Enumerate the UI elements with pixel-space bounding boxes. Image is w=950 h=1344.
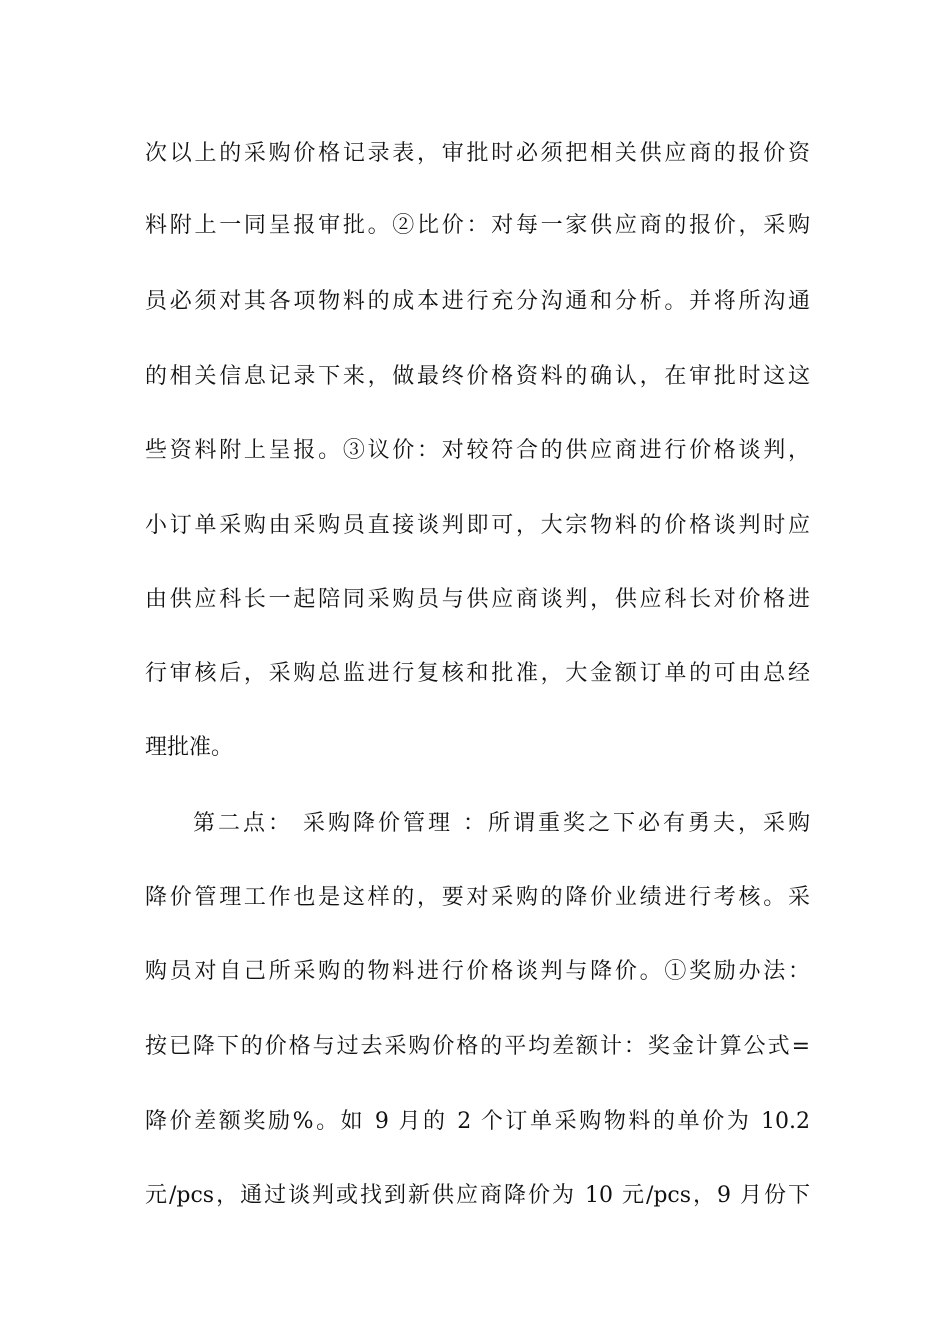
text-line: 元/pcs，通过谈判或找到新供应商降价为 10 元/pcs，9 月份下 [145, 1183, 810, 1208]
text-line: 购员对自己所采购的物料进行价格谈判与降价。①奖励办法： [145, 959, 810, 984]
text-line: 按已降下的价格与过去采购价格的平均差额计：奖金计算公式= [145, 1034, 810, 1059]
text-line: 理批准。 [145, 735, 234, 760]
text-line: 次以上的采购价格记录表，审批时必须把相关供应商的报价资 [145, 141, 810, 166]
text-line: 员必须对其各项物料的成本进行充分沟通和分析。并将所沟通 [145, 289, 810, 314]
text-line: 些资料附上呈报。③议价：对较符合的供应商进行价格谈判， [145, 438, 810, 463]
text-line: 降价差额奖励%。如 9 月的 2 个订单采购物料的单价为 10.2 [145, 1109, 810, 1134]
text-line: 小订单采购由采购员直接谈判即可，大宗物料的价格谈判时应 [145, 513, 810, 538]
text-line: 行审核后，采购总监进行复核和批准，大金额订单的可由总经 [145, 661, 810, 686]
text-line: 由供应科长一起陪同采购员与供应商谈判，供应科长对价格进 [145, 587, 810, 612]
text-line: 降价管理工作也是这样的，要对采购的降价业绩进行考核。采 [145, 885, 810, 910]
text-line: 第二点： 采购降价管理 ：所谓重奖之下必有勇夫，采购 [193, 811, 810, 836]
text-line: 的相关信息记录下来，做最终价格资料的确认，在审批时这这 [145, 364, 810, 389]
text-line: 料附上一同呈报审批。②比价：对每一家供应商的报价，采购 [145, 213, 810, 238]
